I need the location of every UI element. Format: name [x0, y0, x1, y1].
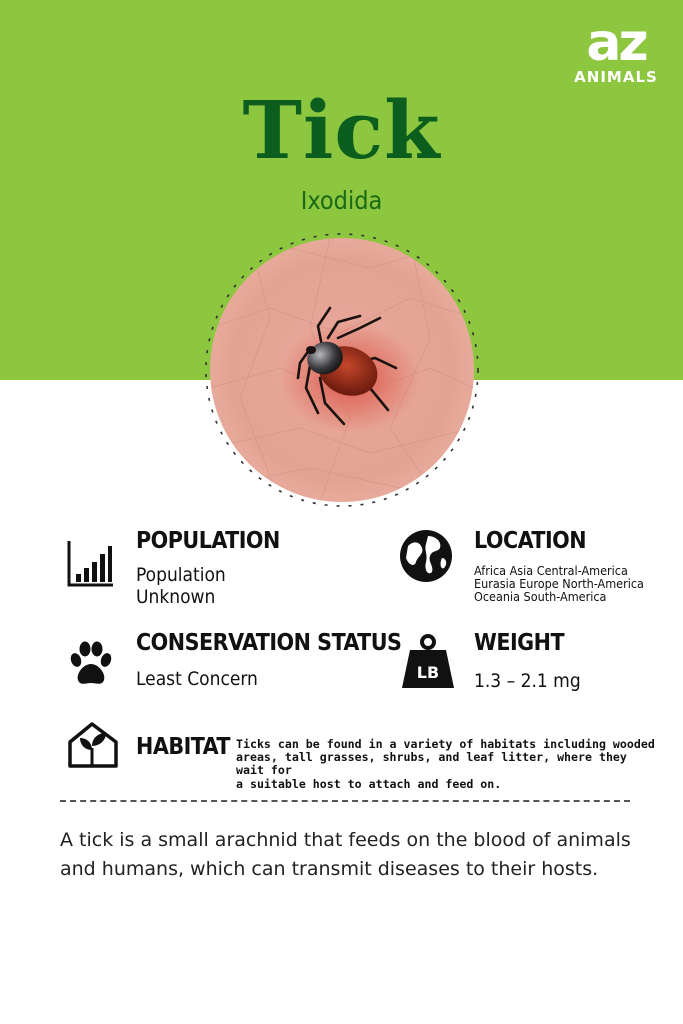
bar-chart-icon — [66, 538, 116, 588]
weight-icon — [398, 632, 458, 692]
weight-value: 1.3 – 2.1 mg — [474, 670, 581, 692]
conservation-status-value: Least Concern — [136, 668, 258, 690]
logo-mark: az — [586, 13, 646, 73]
habitat-label: HABITAT — [136, 734, 230, 760]
dashed-divider — [60, 800, 630, 802]
globe-icon — [398, 528, 454, 584]
logo-text: ANIMALS — [574, 68, 658, 86]
population-value-line1: Population — [136, 564, 226, 586]
conservation-status-label: CONSERVATION STATUS — [136, 630, 402, 656]
habitat-line1: Ticks can be found in a variety of habitats including wooded — [236, 737, 655, 751]
location-stat — [398, 528, 668, 608]
location-label: LOCATION — [474, 528, 587, 554]
location-line3: Oceania South-America — [474, 589, 607, 604]
tick-photo — [210, 238, 474, 502]
conservation-status-stat — [66, 630, 402, 700]
az-animals-logo[interactable] — [571, 13, 661, 86]
location-line1: Africa Asia Central-America — [474, 563, 628, 578]
habitat-line3: a suitable host to attach and feed on. — [236, 776, 502, 791]
weight-stat — [398, 630, 668, 700]
population-value-line2: Unknown — [136, 586, 216, 608]
animal-name: Tick — [242, 83, 441, 177]
paw-icon — [66, 640, 116, 688]
scientific-name: Ixodida — [300, 186, 383, 215]
tick-on-skin-image — [210, 238, 474, 502]
house-leaf-icon — [66, 720, 122, 770]
weight-label: WEIGHT — [474, 630, 565, 656]
habitat-line2: areas, tall grasses, shrubs, and leaf litter, where they wait for — [236, 750, 627, 778]
location-line2: Eurasia Europe North-America — [474, 576, 644, 591]
habitat-description — [236, 738, 656, 791]
population-stat — [66, 528, 326, 608]
animal-description: A tick is a small arachnid that feeds on the blood of animals and humans, which can transmit diseases to their hosts. — [60, 829, 631, 880]
weight-icon-text: LB — [416, 663, 440, 682]
animal-photo-frame — [202, 230, 482, 510]
habitat-stat — [66, 720, 246, 780]
population-label: POPULATION — [136, 528, 280, 554]
